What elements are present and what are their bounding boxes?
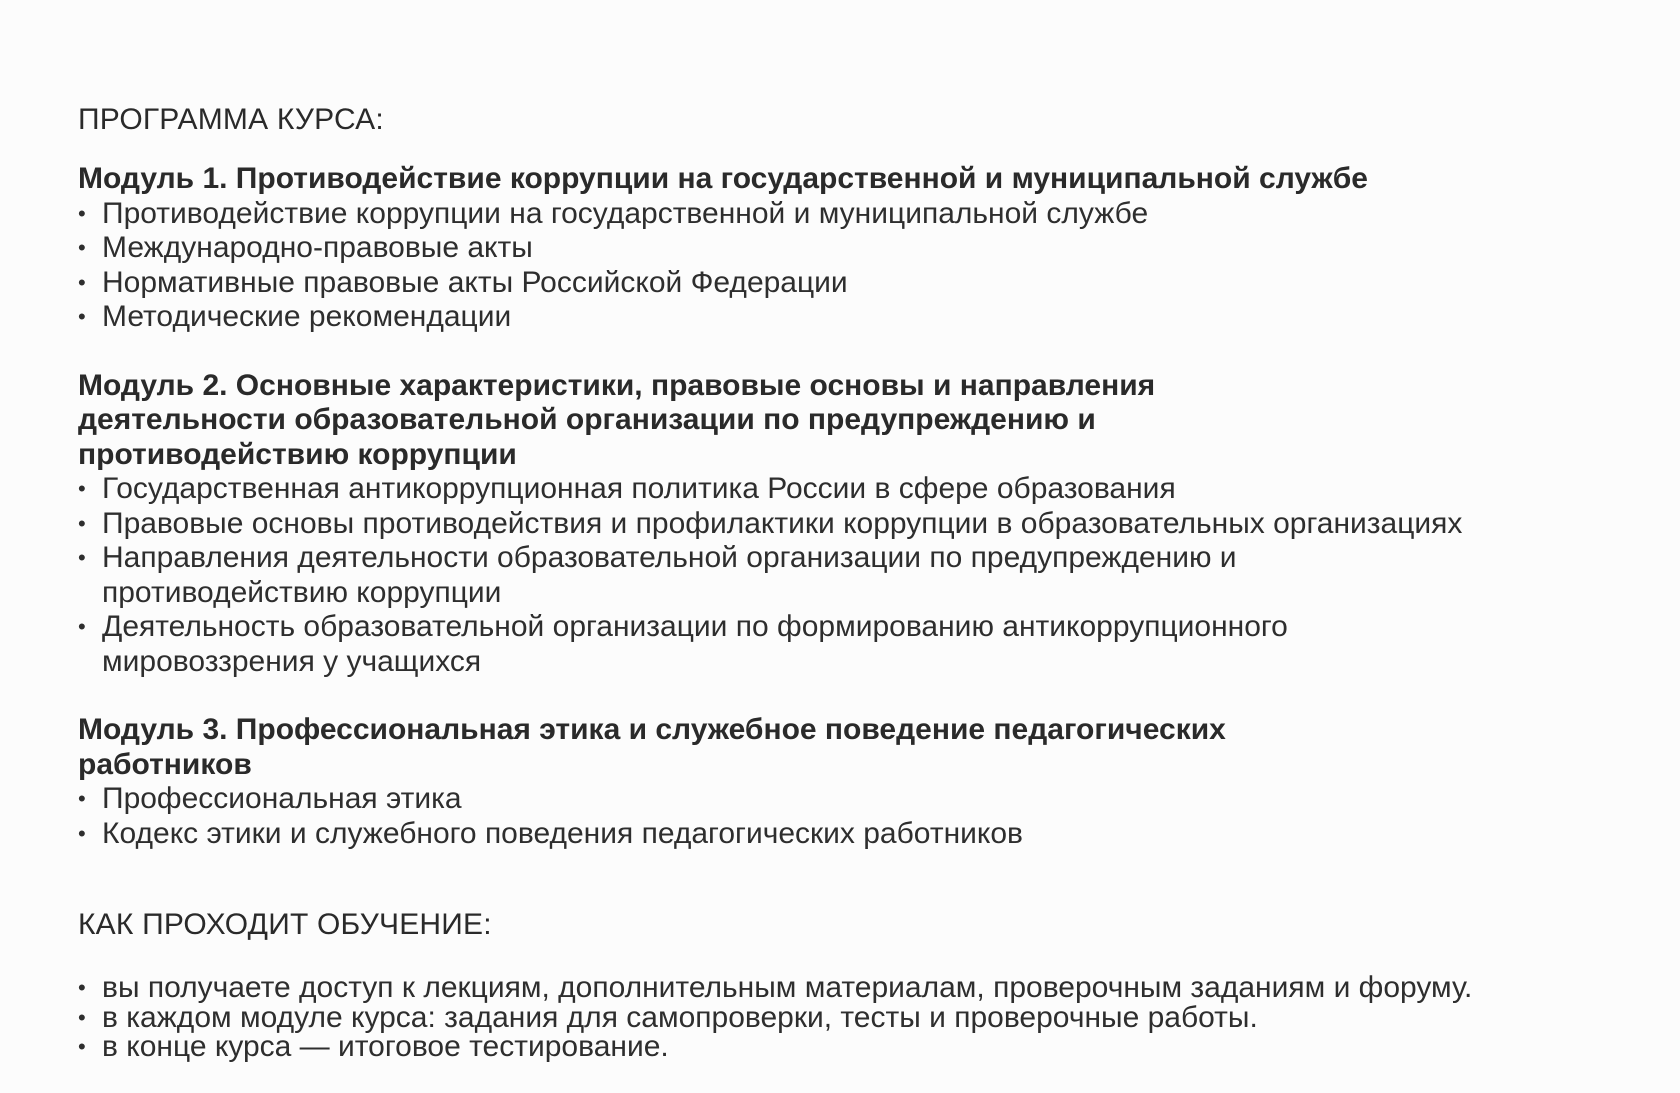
bullet-icon: • [78, 269, 86, 295]
bullet-icon: • [78, 304, 86, 329]
bullet-icon: • [78, 820, 86, 846]
list-item [78, 507, 1680, 542]
bullet-icon: • [78, 545, 86, 570]
list-item [78, 782, 1680, 817]
list-item [78, 973, 1680, 1003]
module-1-title: Модуль 1. Противодействие коррупции на государственной и муниципальной службе [78, 162, 1368, 195]
list-item [78, 231, 1680, 266]
list-item-text: Кодекс этики и служебного поведения педагогических работников [102, 816, 1023, 850]
list-item-text: Деятельность образовательной организации по формированию антикоррупционного мировоззрения у учащихся [102, 610, 1288, 678]
list-item [78, 817, 1680, 852]
bullet-icon: • [78, 476, 86, 501]
bullet-icon: • [78, 975, 86, 1000]
bullet-icon: • [78, 614, 86, 639]
bullet-icon: • [78, 786, 86, 811]
list-item-text: Международно-правовые акты [102, 231, 533, 264]
bullet-icon: • [78, 200, 86, 226]
list-item [78, 610, 1372, 679]
list-item [78, 472, 1680, 507]
list-item-text: Правовые основы противодействия и профилактики коррупции в образовательных организациях [102, 506, 1463, 540]
list-item-text: Государственная антикоррупционная политика России в сфере образования [102, 472, 1176, 505]
how-list [78, 973, 1680, 1062]
how-section [78, 903, 1680, 1062]
bullet-icon: • [78, 1034, 86, 1059]
module-2-title: Модуль 2. Основные характеристики, правовые основы и направления деятельности образовательной организации по предупреждению и противодействию коррупции [78, 368, 1156, 471]
module-2-list [78, 472, 1680, 679]
module-3 [78, 713, 1680, 851]
bullet-icon: • [78, 510, 86, 536]
list-item-text: вы получаете доступ к лекциям, дополнительным материалам, проверочным заданиям и форуму. [102, 971, 1473, 1004]
module-3-title: Модуль 3. Профессиональная этика и служебное поведение педагогических работников [78, 713, 1226, 781]
module-2 [78, 369, 1680, 680]
module-3-list [78, 782, 1680, 851]
list-item-text: Нормативные правовые акты Российской Федерации [102, 265, 848, 299]
list-item [78, 1000, 1680, 1034]
list-item [78, 197, 1680, 232]
list-item-text: Методические рекомендации [102, 300, 512, 333]
list-item [78, 541, 1287, 610]
list-item-text: Противодействие коррупции на государственной и муниципальной службе [102, 196, 1149, 230]
list-item-text: в конце курса — итоговое тестирование. [102, 1030, 669, 1063]
list-item-text: Направления деятельности образовательной организации по предупреждению и противодействию коррупции [102, 541, 1237, 609]
list-item-text: в каждом модуле курса: задания для самопроверки, тесты и проверочные работы. [102, 1000, 1258, 1034]
program-heading: ПРОГРАММА КУРСА: [78, 103, 384, 136]
list-item [78, 266, 1680, 301]
how-heading: КАК ПРОХОДИТ ОБУЧЕНИЕ: [78, 908, 492, 941]
bullet-icon: • [78, 235, 86, 260]
bullet-icon: • [78, 1004, 86, 1030]
module-1-list [78, 197, 1680, 335]
module-1 [78, 162, 1680, 335]
list-item-text: Профессиональная этика [102, 782, 462, 815]
list-item [78, 300, 1680, 335]
list-item [78, 1032, 1680, 1062]
